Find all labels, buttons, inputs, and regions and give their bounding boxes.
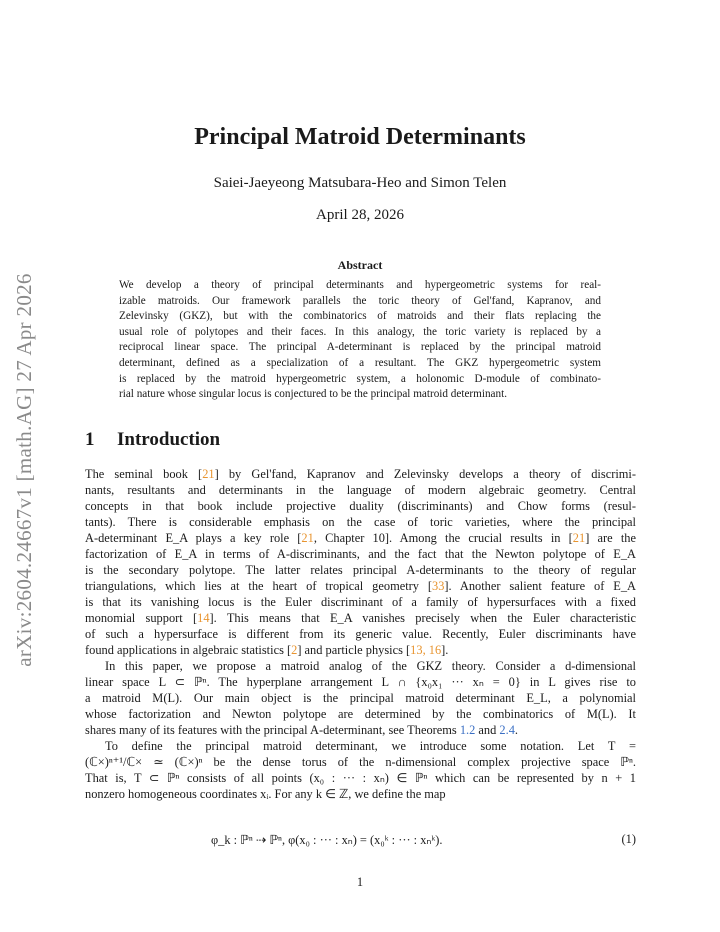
- section-title: Introduction: [117, 429, 221, 450]
- body-line: triangulations, which lies at the heart of tropical geometry [33]. Another salient feature of E_A: [85, 579, 636, 593]
- section-number: 1: [85, 429, 95, 450]
- equation-1: [85, 832, 636, 850]
- body-line: nonzero homogeneous coordinates xᵢ. For any k ∈ ℤ, we define the map: [85, 787, 446, 801]
- paper-authors: Saiei-Jaeyeong Matsubara-Heo and Simon Telen: [213, 175, 507, 191]
- abstract-line: izable matroids. Our framework parallels the toric theory of Gel'fand, Kapranov, and: [119, 294, 601, 307]
- body-line: tants). There is considerable emphasis on the case of toric varieties, where the principal: [85, 515, 636, 529]
- page-number: 1: [356, 875, 364, 889]
- body-line: concepts in that book include projective duality (discriminants) and Chow forms (resul-: [85, 499, 636, 513]
- section-heading: [85, 429, 220, 451]
- abstract-line: usual role of polytopes and their faces. In this analogy, the toric variety is replaced by a: [119, 325, 601, 338]
- body-line: of such a hypersurface is different from its generic value. Recently, Euler discriminants have: [85, 627, 636, 641]
- introduction-body: [85, 466, 636, 802]
- body-line: factorization of E_A in terms of A-discriminants, and the fact that the Newton polytope of E_A: [85, 547, 636, 561]
- abstract-line: rial nature whose singular locus is conjectured to be the principal matroid determinant.: [119, 388, 508, 401]
- abstract-line: Zelevinsky (GKZ), but with the combinatorics of matroids and their flats replacing the: [119, 310, 601, 323]
- abstract-line: We develop a theory of principal determinants and hypergeometric systems for real-: [119, 279, 601, 291]
- body-line: To define the principal matroid determinant, we introduce some notation. Let T =: [105, 739, 636, 753]
- body-line: nants, resultants and determinants in the language of modern algebraic geometry. Central: [85, 483, 636, 497]
- abstract-line: reciprocal linear space. The principal A-determinant is replaced by the principal matroid: [119, 341, 601, 354]
- body-line: a matroid M(L). Our main object is the principal matroid determinant E_L, a polynomial: [85, 691, 636, 705]
- body-line: In this paper, we propose a matroid analog of the GKZ theory. Consider a d-dimensional: [105, 659, 636, 673]
- paper-title: Principal Matroid Determinants: [194, 124, 526, 150]
- abstract-body: [119, 278, 601, 403]
- abstract-line: determinant, defined as a specialization of a resultant. The GKZ hypergeometric system: [119, 356, 601, 369]
- body-line: is that its vanishing locus is the Euler discriminant of a family of hypersurfaces with a fixed: [85, 595, 636, 609]
- arxiv-identifier: arXiv:2604.24667v1 [math.AG] 27 Apr 2026: [12, 273, 36, 667]
- body-line: (ℂ×)ⁿ⁺¹/ℂ× ≃ (ℂ×)ⁿ be the dense torus of the n-dimensional complex projective space ℙⁿ.: [85, 755, 636, 769]
- body-line: monomial support [14]. This means that E_A vanishes precisely when the Euler characteristic: [85, 611, 636, 625]
- body-line: shares many of its features with the principal A-determinant, see Theorems 1.2 and 2.4.: [85, 723, 519, 737]
- body-line: That is, T ⊂ ℙⁿ consists of all points (x₀ : ··· : xₙ) ∈ ℙⁿ which can be represented by n + 1: [85, 771, 636, 785]
- body-line: The seminal book [21] by Gel'fand, Kapranov and Zelevinsky develops a theory of discrimi-: [85, 467, 636, 481]
- body-line: whose factorization and Newton polytope are determined by the combinatorics of M(L). It: [85, 707, 636, 721]
- body-line: linear space L ⊂ ℙⁿ. The hyperplane arrangement L ∩ {x₀x₁ ··· xₙ = 0} in L gives rise to: [85, 675, 636, 689]
- body-line: A-determinant E_A plays a key role [21, Chapter 10]. Among the crucial results in [21] are the: [85, 531, 636, 545]
- abstract-line: is replaced by the matroid hypergeometric system, a holonomic D-module of combinato-: [119, 372, 601, 385]
- abstract-heading: Abstract: [337, 258, 383, 272]
- paper-date: April 28, 2026: [316, 207, 404, 223]
- body-line: found applications in algebraic statistics [2] and particle physics [13, 16].: [85, 643, 449, 657]
- equation-text: φ_k : ℙⁿ ⇢ ℙⁿ, φ(x₀ : ··· : xₙ) = (x₀ᵏ : ··· : xₙᵏ).: [211, 833, 443, 847]
- body-line: is the secondary polytope. The latter relates principal A-determinants to the theory of regular: [85, 563, 636, 577]
- equation-number: (1): [621, 832, 636, 846]
